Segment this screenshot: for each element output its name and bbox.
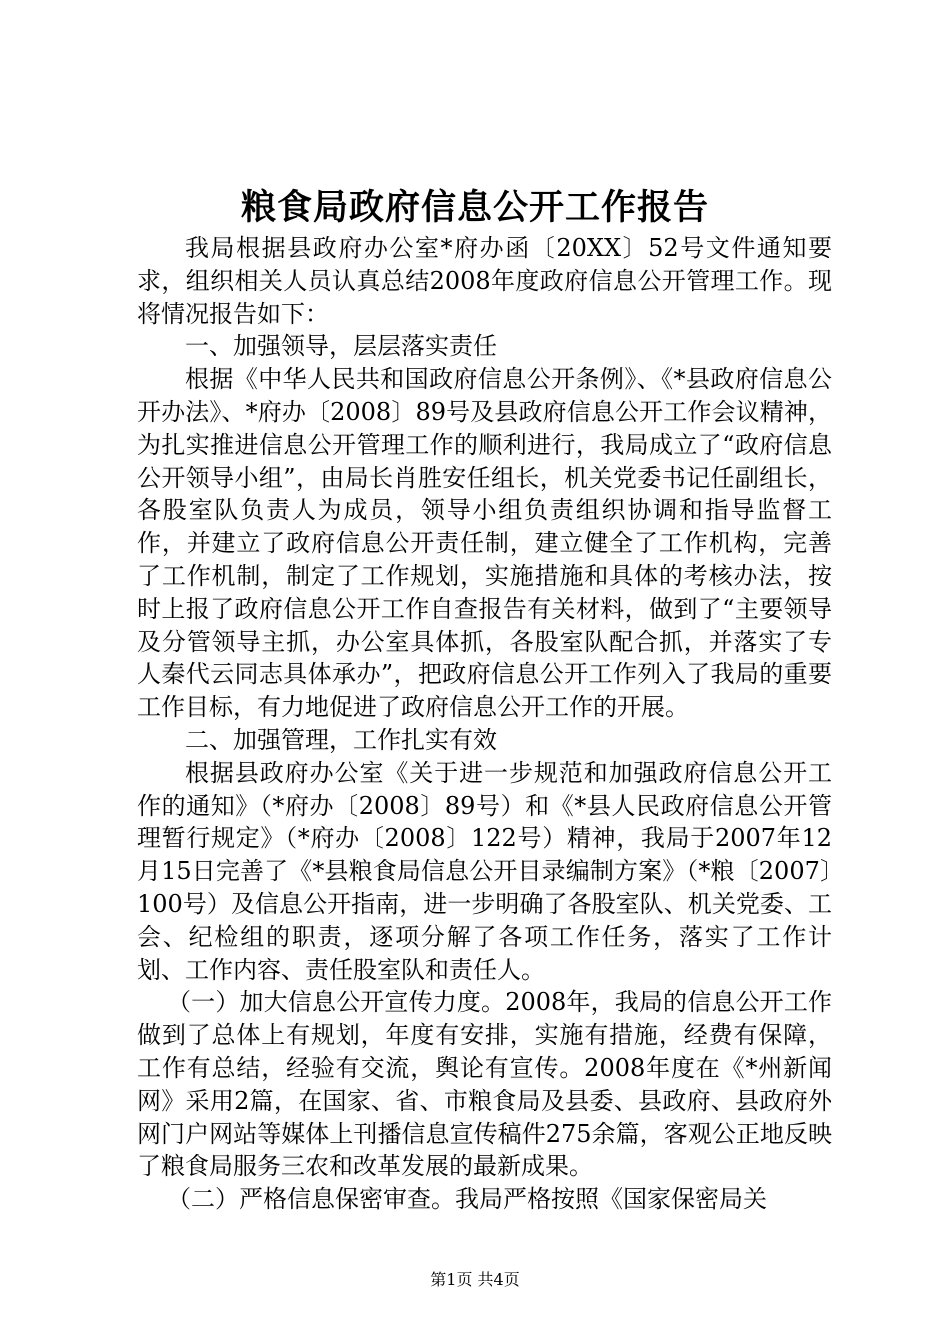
intro-paragraph: 我局根据县政府办公室*府办函〔20XX〕52号文件通知要求，组织相关人员认真总结2008年度政府信息公开管理工作。现将情况报告如下：	[137, 234, 832, 328]
document-title: 粮食局政府信息公开工作报告	[240, 188, 709, 228]
section-2-paragraph: 根据县政府办公室《关于进一步规范和加强政府信息公开工作的通知》（*府办〔2008〕89号）和《*县人民政府信息公开管理暂行规定》（*府办〔2008〕122号）精神，我局于2007年12月15日完善了《*县粮食局信息公开目录编制方案》（*粮〔2007〕100号）及信息公开指南，进一步明确了各股室队、机关党委、工会、纪检组的职责，逐项分解了各项工作任务，落实了工作计划、工作内容、责任股室队和责任人。	[137, 758, 832, 984]
section-1-paragraph: 根据《中华人民共和国政府信息公开条例》、《*县政府信息公开办法》、*府办〔2008〕89号及县政府信息公开工作会议精神，为扎实推进信息公开管理工作的顺利进行，我局成立了“政府信息公开领导小组”，由局长肖胜安任组长，机关党委书记任副组长，各股室队负责人为成员，领导小组负责组织协调和指导监督工作，并建立了政府信息公开责任制，建立健全了工作机构，完善了工作机制，制定了工作规划，实施措施和具体的考核办法，按时上报了政府信息公开工作自查报告有关材料，做到了“主要领导及分管领导主抓，办公室具体抓，各股室队配合抓，并落实了专人秦代云同志具体承办”，把政府信息公开工作列入了我局的重要工作目标，有力地促进了政府信息公开工作的开展。	[137, 365, 832, 722]
document-body	[137, 232, 832, 1216]
page-footer: 第1页 共4页	[430, 1270, 520, 1289]
section-heading-1: 一、加强领导，层层落实责任	[185, 332, 497, 361]
subsection-1-paragraph: （一）加大信息公开宣传力度。2008年，我局的信息公开工作做到了总体上有规划，年度有安排，实施有措施，经费有保障，工作有总结，经验有交流，舆论有宣传。2008年度在《*州新闻网》采用2篇，在国家、省、市粮食局及县委、县政府、县政府外网门户网站等媒体上刊播信息宣传稿件275余篇，客观公正地反映了粮食局服务三农和改革发展的最新成果。	[137, 988, 832, 1181]
section-heading-2: 二、加强管理，工作扎实有效	[185, 725, 497, 754]
subsection-2-paragraph: （二）严格信息保密审查。我局严格按照《国家保密局关	[167, 1185, 767, 1214]
